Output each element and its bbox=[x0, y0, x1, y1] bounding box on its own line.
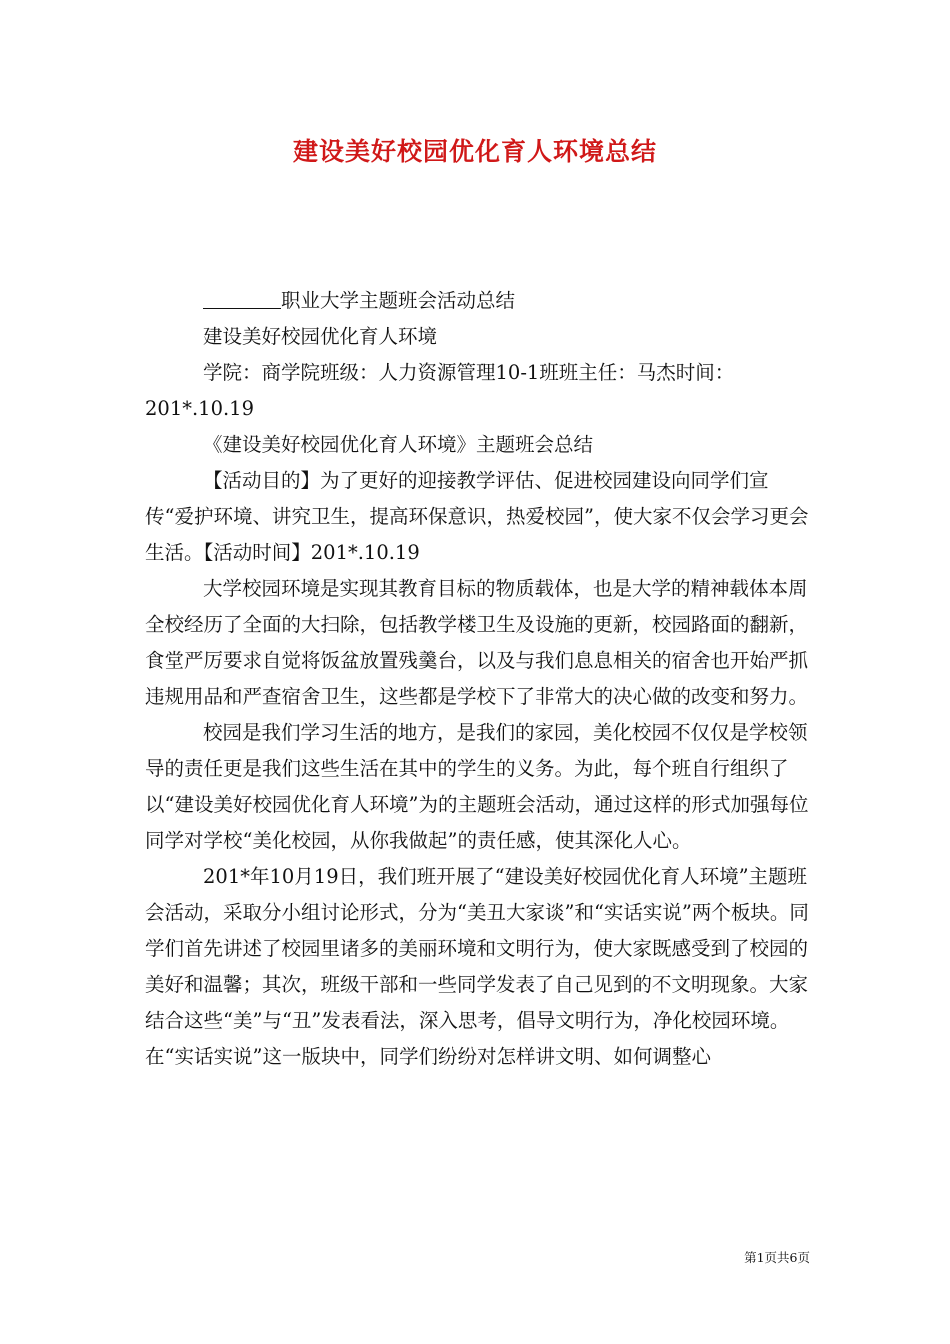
paragraph-environment: 大学校园环境是实现其教育目标的物质载体，也是大学的精神载体本周全校经历了全面的大扫除，包括教学楼卫生及设施的更新，校园路面的翻新，食堂严厉要求自觉将饭盆放置残羹台，以及与我们息息相关的宿舍也开始严抓违规用品和严查宿舍卫生，这些都是学校下了非常大的决心做的改变和努力。 bbox=[145, 577, 809, 708]
paragraph-activity: 【活动目的】为了更好的迎接教学评估、促进校园建设向同学们宣传“爱护环境、讲究卫生，提高环保意识，热爱校园”，使大家不仅会学习更会生活。【活动时间】201*.10.19 bbox=[145, 469, 809, 564]
header-suffix: 职业大学主题班会活动总结 bbox=[281, 289, 516, 312]
document-title: 建设美好校园优化育人环境总结 bbox=[292, 137, 657, 166]
page-number: 第1页共6页 bbox=[744, 1250, 810, 1265]
paragraph-campus: 校园是我们学习生活的地方，是我们的家园，美化校园不仅仅是学校领导的责任更是我们这些生活在其中的学生的义务。为此，每个班自行组织了以“建设美好校园优化育人环境”为的主题班会活动，通过这样的形式加强每位同学对学校“美化校园，从你我做起”的责任感，使其深化人心。 bbox=[145, 721, 809, 852]
paragraph-class-meeting: 201*年10月19日，我们班开展了“建设美好校园优化育人环境”主题班会活动，采取分小组讨论形式，分为“美丑大家谈”和“实话实说”两个板块。同学们首先讲述了校园里诸多的美丽环境和文明行为，使大家既感受到了校园的美好和温馨；其次，班级干部和一些同学发表了自己见到的不文明现象。大家结合这些“美”与“丑”发表看法，深入思考，倡导文明行为，净化校园环境。在“实话实说”这一版块中，同学们纷纷对怎样讲文明、如何调整心 bbox=[145, 865, 809, 1068]
info-line: 学院：商学院班级：人力资源管理10-1班班主任：马杰时间：201*.10.19 bbox=[145, 361, 735, 420]
header-line bbox=[145, 283, 810, 319]
document-body bbox=[145, 283, 810, 1075]
subtitle: 建设美好校园优化育人环境 bbox=[203, 325, 438, 348]
section-title: 《建设美好校园优化育人环境》主题班会总结 bbox=[203, 433, 594, 456]
blank-underline bbox=[203, 288, 281, 309]
